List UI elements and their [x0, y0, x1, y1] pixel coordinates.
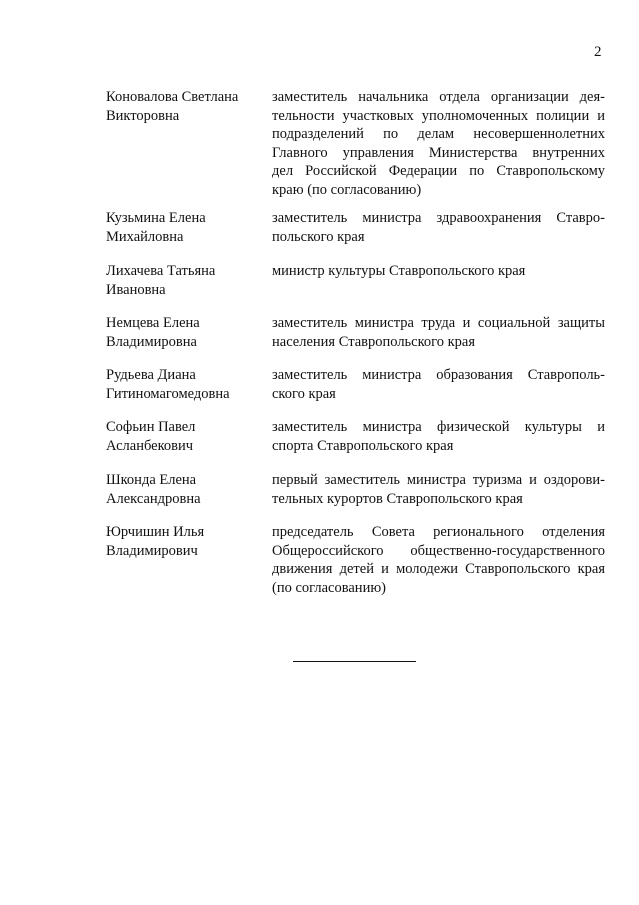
member-name-line: Ивановна: [106, 281, 166, 298]
member-name: [106, 366, 266, 403]
member-role-line: польского края: [272, 228, 365, 245]
member-name-line: Рудьева Диана: [106, 367, 196, 383]
member-role: [272, 262, 605, 281]
member-role: [272, 88, 605, 199]
member-name-line: Владимирович: [106, 542, 198, 559]
member-name-line: Немцева Елена: [106, 315, 200, 331]
page-number: 2: [594, 44, 602, 60]
member-name-line: Юрчишин Илья: [106, 524, 205, 540]
member-role-line: спорта Ставропольского края: [272, 437, 454, 454]
member-name: [106, 262, 266, 299]
member-role: [272, 209, 605, 246]
member-role-line: краю (по согласованию): [272, 181, 422, 198]
member-role-line: движения детей и молодежи Ставропольского края: [272, 561, 605, 577]
member-role-line: заместитель министра физической культуры и: [272, 419, 605, 435]
member-role-line: населения Ставропольского края: [272, 333, 476, 350]
member-name: [106, 471, 266, 508]
member-role: [272, 366, 605, 403]
member-name-line: Шконда Елена: [106, 472, 197, 488]
member-role: [272, 314, 605, 351]
member-role-line: подразделений по делам несовершеннолетних: [272, 126, 605, 142]
member-name-line: Гитиномагомедовна: [106, 385, 230, 402]
member-name-line: Лихачева Татьяна: [106, 263, 216, 279]
member-role-line: министр культуры Ставропольского края: [272, 263, 526, 279]
member-name: [106, 314, 266, 351]
member-role-line: Главного управления Министерства внутренних: [272, 144, 605, 161]
member-role-line: заместитель министра здравоохранения Ставро-: [272, 210, 605, 226]
member-role-line: заместитель начальника отдела организации дея-: [272, 89, 605, 105]
member-name: [106, 523, 266, 560]
member-name-line: Кузьмина Елена: [106, 210, 206, 226]
closing-rule: [293, 661, 416, 662]
member-name-line: Михайловна: [106, 228, 184, 245]
member-name: [106, 88, 266, 125]
member-role-line: председатель Совета регионального отделения: [272, 524, 605, 540]
member-role-line: Общероссийского общественно-государственного: [272, 542, 605, 559]
member-name-line: Викторовна: [106, 107, 180, 124]
member-role-line: первый заместитель министра туризма и оздорови-: [272, 472, 605, 488]
member-role-line: ского края: [272, 385, 336, 402]
member-name: [106, 209, 266, 246]
member-role-line: тельности участковых уполномоченных полиции и: [272, 107, 605, 124]
member-role-line: заместитель министра труда и социальной защиты: [272, 315, 605, 331]
member-name: [106, 418, 266, 455]
member-role-line: тельных курортов Ставропольского края: [272, 490, 523, 507]
member-name-line: Асланбекович: [106, 437, 194, 454]
member-name-line: Владимировна: [106, 333, 197, 350]
member-name-line: Коновалова Светлана: [106, 89, 239, 105]
member-role-line: дел Российской Федерации по Ставропольскому: [272, 163, 605, 179]
member-role: [272, 523, 605, 597]
member-name-line: Софьин Павел: [106, 419, 196, 435]
member-role-line: (по согласованию): [272, 579, 386, 596]
member-role: [272, 418, 605, 455]
member-role-line: заместитель министра образования Ставрополь-: [272, 367, 605, 383]
member-name-line: Александровна: [106, 490, 201, 507]
member-role: [272, 471, 605, 508]
